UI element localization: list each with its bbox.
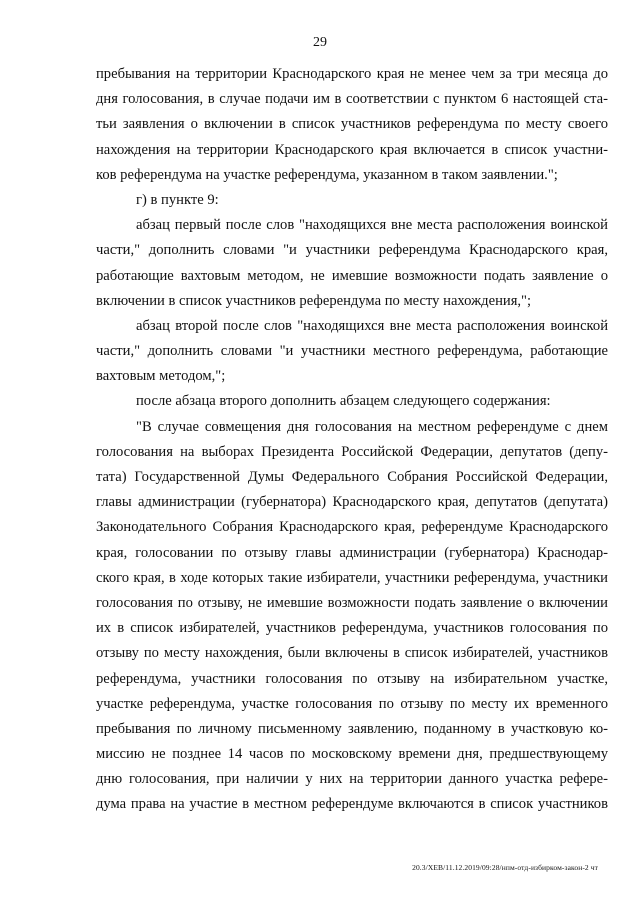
text-line: "В случае совмещения дня голосования на местном референдуме с днем bbox=[136, 418, 608, 435]
text-line: референдума, участники голосования по отзыву на избирательном участке, bbox=[96, 670, 608, 687]
text-line: миссию не позднее 14 часов по московскому времени дня, предшествующему bbox=[96, 746, 608, 763]
text-line: работающие вахтовым методом, не имевшие возможности подать заявление о bbox=[96, 267, 608, 284]
text-line: абзац первый после слов "находящихся вне места расположения воинской bbox=[136, 217, 608, 234]
text-line: Законодательного Собрания Краснодарского края, референдуме Краснодарского bbox=[96, 519, 608, 536]
text-line: части," дополнить словами "и участники референдума Краснодарского края, bbox=[96, 242, 608, 259]
text-line: главы администрации (губернатора) Краснодарского края, депутатов (депутата) bbox=[96, 494, 608, 511]
text-line: части," дополнить словами "и участники местного референдума, работающие bbox=[96, 343, 608, 360]
text-line: их в список избирателей, участников референдума, участников голосования по bbox=[96, 620, 608, 637]
text-line: абзац второй после слов "находящихся вне места расположения воинской bbox=[136, 317, 608, 334]
text-line: дня голосования, в случае подачи им в соответствии с пунктом 6 настоящей ста- bbox=[96, 91, 608, 108]
text-line: включении в список участников референдума по месту нахождения,"; bbox=[96, 292, 532, 309]
text-line: голосования на выборах Президента Российской Федерации, депутатов (депу- bbox=[96, 443, 608, 460]
text-line: нахождения на территории Краснодарского края включается в список участни- bbox=[96, 141, 608, 158]
page-number: 29 bbox=[313, 35, 327, 50]
text-line: ков референдума на участке референдума, указанном в таком заявлении."; bbox=[96, 166, 558, 183]
text-line: тата) Государственной Думы Федерального Собрания Российской Федерации, bbox=[96, 469, 608, 485]
text-line: после абзаца второго дополнить абзацем следующего содержания: bbox=[136, 393, 551, 410]
body-text bbox=[96, 62, 608, 818]
text-line: края, голосовании по отзыву главы администрации (губернатора) Краснодар- bbox=[96, 544, 608, 561]
text-line: дню голосования, при наличии у них на территории данного участка рефере- bbox=[96, 771, 608, 788]
text-line: дума права на участие в местном референдуме включаются в список участников bbox=[96, 796, 608, 813]
text-line: г) в пункте 9: bbox=[136, 191, 219, 208]
text-line: пребывания на территории Краснодарского края не менее чем за три месяца до bbox=[96, 66, 608, 82]
text-line: тьи заявления о включении в список участников референдума по месту своего bbox=[96, 116, 608, 133]
text-line: отзыву по месту нахождения, были включены в список избирателей, участников bbox=[96, 645, 608, 662]
text-line: участке референдума, участке голосования по отзыву по месту их временного bbox=[96, 695, 608, 712]
text-line: голосования по отзыву, не имевшие возможности подать заявление о включении bbox=[96, 594, 608, 611]
text-line: ского края, в ходе которых такие избиратели, участники референдума, участники bbox=[96, 569, 608, 586]
text-line: пребывания по личному письменному заявлению, поданному в участковую ко- bbox=[96, 720, 608, 737]
text-line: вахтовым методом,"; bbox=[96, 368, 226, 385]
footer-document-code: 20.3/ХЕВ/11.12.2019/09:28/нпм-отд-избирком-закон-2 чт bbox=[412, 863, 598, 872]
